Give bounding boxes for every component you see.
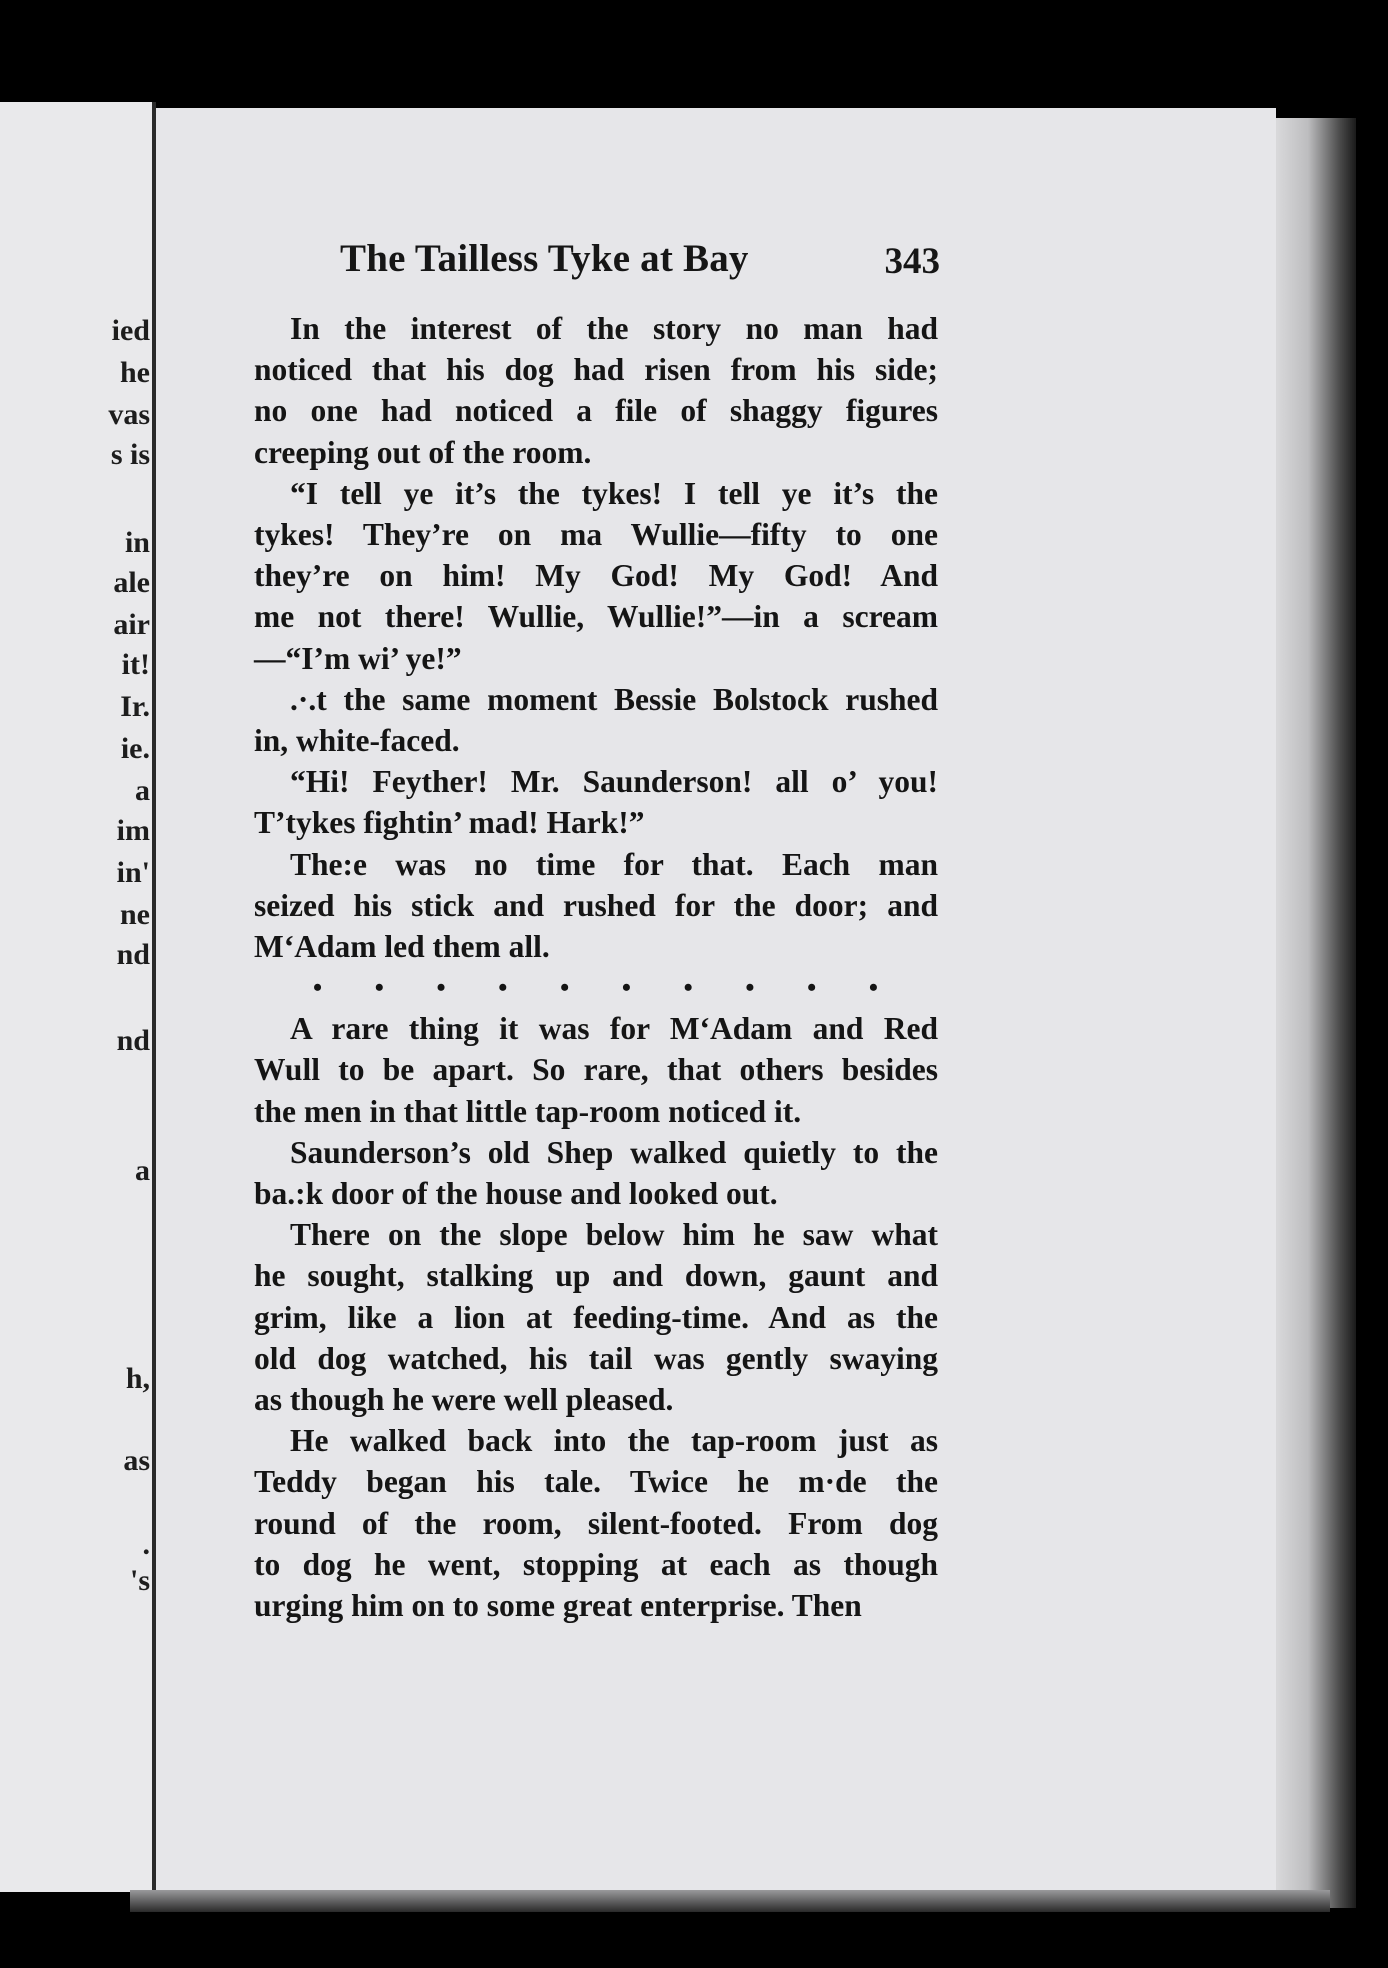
running-header (340, 236, 940, 286)
facing-page-fragment-line: h, (125, 1362, 150, 1395)
text-line: no one had noticed a file of shaggy figures (254, 393, 938, 429)
facing-page-fragment-line: in (124, 526, 150, 559)
section-break-dot: • (868, 973, 878, 1003)
text-line: ba.:k door of the house and looked out. (254, 1176, 778, 1212)
text-line: “I tell ye it’s the tykes! I tell ye it’s the (290, 475, 938, 511)
paragraph (218, 308, 938, 473)
facing-page-fragment-line: nd (116, 938, 150, 971)
facing-page-fragment-line: nd (116, 1024, 150, 1057)
section-break-dot: • (498, 973, 508, 1003)
paragraph (218, 1008, 938, 1132)
facing-page-fragment-line: ie. (120, 732, 150, 765)
text-line: .·.t the same moment Bessie Bolstock rushed (290, 681, 938, 717)
section-break-dot: • (621, 973, 631, 1003)
text-line: seized his stick and rushed for the door; and (254, 887, 938, 923)
paragraph (218, 761, 938, 843)
facing-page-fragment-line: it! (121, 648, 150, 681)
text-line: to dog he went, stopping at each as though (254, 1546, 938, 1582)
text-line: me not there! Wullie, Wullie!”—in a scream (254, 599, 938, 635)
paragraph (218, 1132, 938, 1214)
section-break-dot: • (745, 973, 755, 1003)
page-number: 343 (884, 241, 940, 282)
paragraph (218, 844, 938, 968)
text-line: —“I’m wi’ ye!” (254, 640, 462, 676)
text-line: “Hi! Feyther! Mr. Saunderson! all o’ you! (290, 764, 938, 800)
section-break-dot: • (807, 973, 817, 1003)
facing-page-fragment-line: air (113, 608, 150, 641)
text-line: they’re on him! My God! My God! And (254, 558, 938, 594)
text-line: T’tykes fightin’ mad! Hark!” (254, 805, 645, 841)
facing-page-fragment-line: s is (110, 438, 150, 471)
section-break-dot: • (374, 973, 384, 1003)
text-line: Saunderson’s old Shep walked quietly to the (290, 1134, 938, 1170)
text-line: old dog watched, his tail was gently swaying (254, 1340, 938, 1376)
body-text (218, 308, 938, 1626)
text-line: urging him on to some great enterprise. Then (254, 1588, 862, 1624)
text-line: noticed that his dog had risen from his side; (254, 352, 938, 388)
text-line: The:e was no time for that. Each man (290, 846, 938, 882)
running-title: The Tailless Tyke at Bay (340, 237, 749, 280)
paragraph (218, 1420, 938, 1626)
section-break (218, 967, 938, 1008)
section-break-dot: • (560, 973, 570, 1003)
text-line: tykes! They’re on ma Wullie—fifty to one (254, 517, 938, 553)
text-line: round of the room, silent-footed. From dog (254, 1505, 938, 1541)
facing-page-fragment-line: ied (111, 314, 150, 347)
text-line: he sought, stalking up and down, gaunt and (254, 1258, 938, 1294)
text-line: He walked back into the tap-room just as (290, 1423, 938, 1459)
paragraph (218, 473, 938, 679)
page-bottom-edge (130, 1890, 1330, 1912)
page-stack-edge (1276, 118, 1356, 1908)
text-line: M‘Adam led them all. (254, 929, 550, 965)
facing-page-fragment-line: . (142, 1528, 150, 1561)
facing-page-fragment-line: vas (108, 398, 150, 431)
paragraph (218, 1214, 938, 1420)
facing-page-fragment-line: im (116, 814, 150, 847)
facing-page-fragment-line: a (135, 774, 150, 807)
text-line: A rare thing it was for M‘Adam and Red (290, 1011, 938, 1047)
text-line: There on the slope below him he saw what (290, 1217, 938, 1253)
text-line: in, white-faced. (254, 723, 460, 759)
facing-page-fragment-line: ale (113, 566, 150, 599)
section-break-dot: • (683, 973, 693, 1003)
text-line: Wull to be apart. So rare, that others besides (254, 1052, 938, 1088)
facing-page-fragment-line: in' (116, 856, 150, 889)
text-line: the men in that little tap-room noticed it. (254, 1093, 802, 1129)
facing-page-fragment-line: as (123, 1444, 150, 1477)
text-line: In the interest of the story no man had (290, 311, 938, 346)
text-line: grim, like a lion at feeding-time. And as the (254, 1299, 938, 1335)
facing-page-fragment-line: he (120, 356, 150, 389)
text-line: as though he were well pleased. (254, 1382, 674, 1418)
facing-page-fragment-line: 's (129, 1564, 150, 1597)
facing-page-fragment (0, 102, 156, 1892)
text-line: Teddy began his tale. Twice he m·de the (254, 1464, 938, 1500)
paragraph (218, 679, 938, 761)
section-break-dot: • (313, 973, 323, 1003)
facing-page-fragment-line: ne (120, 898, 150, 931)
facing-page-fragment-line: Ir. (120, 690, 150, 723)
section-break-dot: • (436, 973, 446, 1003)
text-line: creeping out of the room. (254, 434, 592, 470)
facing-page-fragment-line: a (135, 1154, 150, 1187)
